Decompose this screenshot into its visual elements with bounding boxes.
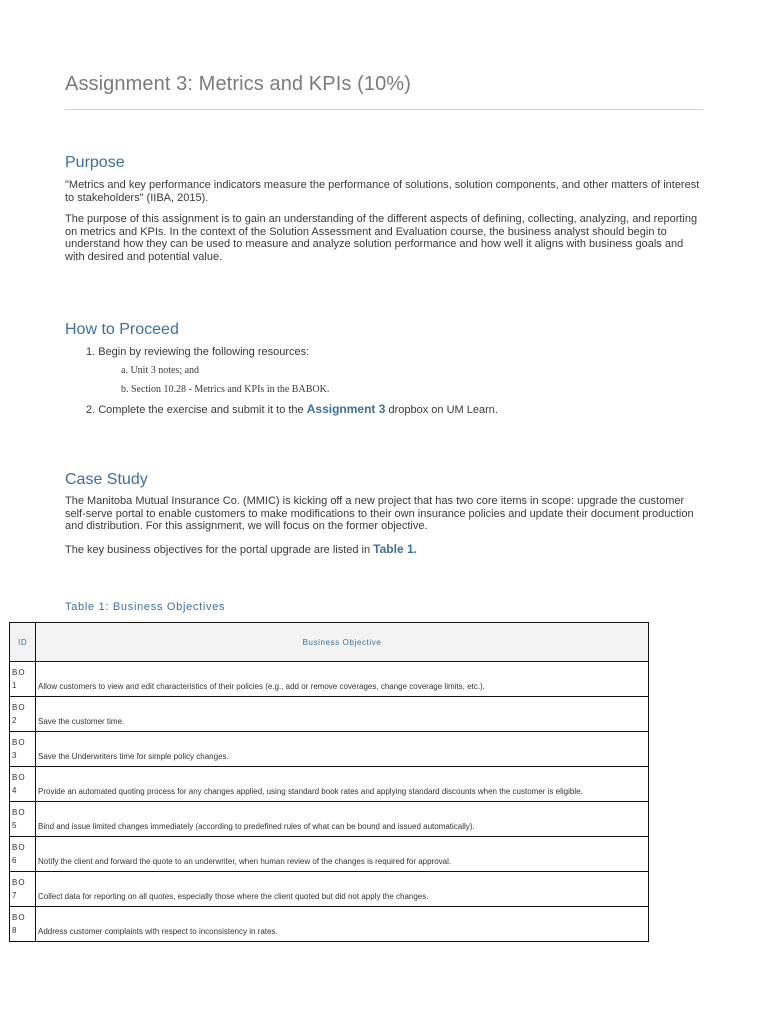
row-id: BO 1 (10, 662, 36, 697)
case-study-heading: Case Study (65, 471, 148, 488)
row-id: BO 4 (10, 767, 36, 802)
row-id: BO 7 (10, 872, 36, 907)
proceed-step-2-suffix: dropbox on UM Learn. (385, 404, 498, 416)
row-objective: Allow customers to view and edit characteristics of their policies (e.g., add or remove coverages, change coverage limits, etc.). (36, 662, 649, 697)
row-objective: Collect data for reporting on all quotes, especially those where the client quoted but did not apply the changes. (36, 872, 649, 907)
case-study-objectives-text: The key business objectives for the portal upgrade are listed in (65, 544, 374, 556)
table-row (10, 767, 649, 802)
proceed-step-2 (86, 402, 498, 416)
row-id: BO 8 (10, 907, 36, 942)
row-objective: Save the Underwriters time for simple policy changes. (36, 732, 649, 767)
purpose-quote: "Metrics and key performance indicators measure the performance of solutions, solution components, and other matters of interest to stakeholders" (IIBA, 2015). (65, 179, 700, 204)
row-objective: Save the customer time. (36, 697, 649, 732)
column-header-objective: Business Objective (36, 623, 649, 662)
table-row (10, 697, 649, 732)
table-row (10, 872, 649, 907)
row-objective: Notify the client and forward the quote to an underwriter, when human review of the changes is required for approval. (36, 837, 649, 872)
purpose-heading: Purpose (65, 154, 125, 171)
row-objective: Address customer complaints with respect to inconsistency in rates. (36, 907, 649, 942)
row-objective: Provide an automated quoting process for any changes applied, using standard book rates and applying standard discounts when the customer is eligible. (36, 767, 649, 802)
row-objective: Bind and issue limited changes immediately (according to predefined rules of what can be bound and issued automatically). (36, 802, 649, 837)
proceed-step-2-text: 2. Complete the exercise and submit it to the (86, 404, 307, 416)
table-row (10, 802, 649, 837)
proceed-heading: How to Proceed (65, 321, 179, 338)
proceed-step-1: 1. Begin by reviewing the following resources: (86, 346, 310, 358)
table-row (10, 907, 649, 942)
business-objectives-table (9, 622, 649, 942)
table-row (10, 662, 649, 697)
column-header-id: ID (10, 623, 36, 662)
table-row (10, 732, 649, 767)
row-id: BO 3 (10, 732, 36, 767)
table-1-link[interactable]: Table 1. (373, 542, 417, 556)
page-title: Assignment 3: Metrics and KPIs (10%) (65, 73, 411, 95)
row-id: BO 2 (10, 697, 36, 732)
case-study-body: The Manitoba Mutual Insurance Co. (MMIC) is kicking off a new project that has two core items in scope: upgrade the customer self-serve portal to enable customers to make modifications to their own insurance policies and update their document production and distribution. For this assignment, we will focus on the former objective. (65, 495, 694, 532)
proceed-step-1b: b. Section 10.28 - Metrics and KPIs in the BABOK. (121, 384, 330, 395)
table-caption: Table 1: Business Objectives (65, 601, 226, 613)
row-id: BO 5 (10, 802, 36, 837)
assignment-3-link[interactable]: Assignment 3 (306, 402, 386, 416)
proceed-step-1a: a. Unit 3 notes; and (121, 365, 200, 376)
title-divider (65, 109, 703, 110)
table-row (10, 837, 649, 872)
row-id: BO 6 (10, 837, 36, 872)
purpose-body: The purpose of this assignment is to gain an understanding of the different aspects of defining, collecting, analyzing, and reporting on metrics and KPIs. In the context of the Solution Assessment and Evaluation course, the business analyst should begin to understand how they can be used to measure and analyze solution performance and how well it aligns with business goals and with desired and potential value. (65, 213, 698, 263)
case-study-objectives (65, 542, 417, 556)
table-header-row (10, 623, 649, 662)
